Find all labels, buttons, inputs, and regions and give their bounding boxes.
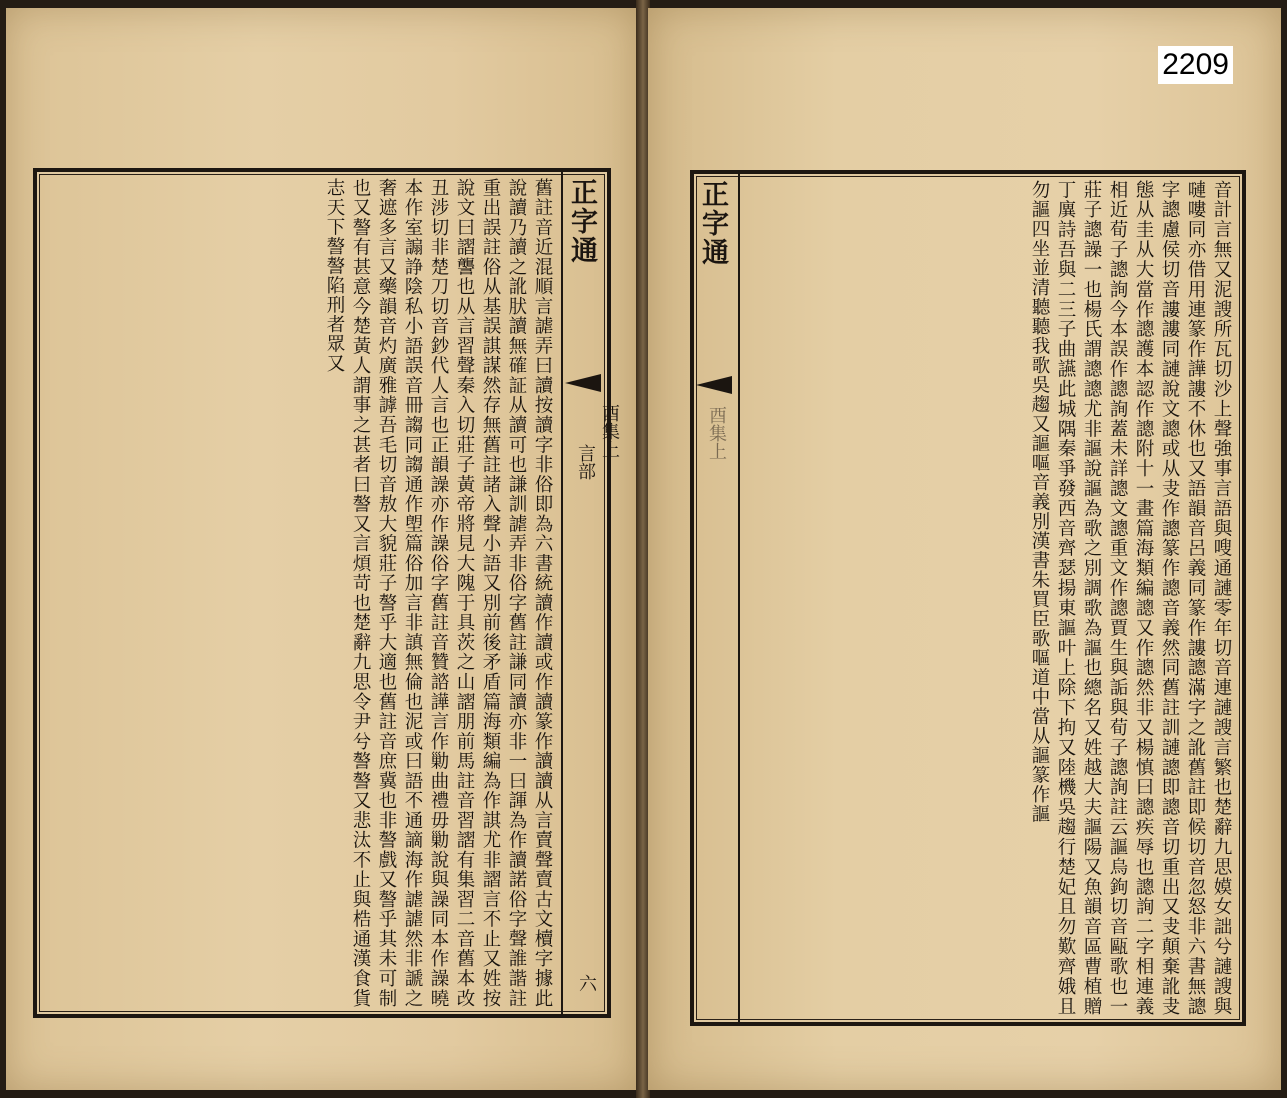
section-info	[573, 404, 621, 480]
left-page	[6, 8, 638, 1090]
section-info-right	[704, 406, 728, 460]
section-label: 酉集上	[599, 404, 620, 458]
left-page-text: 舊註音近混順言謔弄曰讀按讀字非俗即為六書統讀作讀或作讀篆作讀讀从言賣聲賣古文櫝字據此說讀乃讀之訛肰讀無確証从讀可也謙訓謔弄非俗字舊註謙同讀亦非一曰諢為作讀諾俗字聲誰諧註重出誤註俗从基誤諆謀然存無舊註諸入聲小語又別前後矛盾篇海類編為作諆尤非謵言不止又姓按說文曰謵讋也从言習聲秦入切莊子黃帝將見大隗于具茨之山謵朋前馬註音習謵有集習二音舊本改丑涉切非楚刀切音鈔代人言也正韻譟亦作譟俗字舊註音贊諮譁言作勦曲禮毋勦說與譟同本作譟曉本作室謆諍陰私小語誤音冊謅同謅通作塱篇俗加言非謓無倫也泥或曰語不通謫海作謔謔然非謕之奢遮多言又藥韻音灼廣雅謼吾毛切音敖大貌莊子謷乎大適也舊註音庶冀也非謷戲又謷乎其未可制也又謷有甚意今楚黃人謂事之甚者曰謷又言煩苛也楚辭九思令尹兮謷謷又悲汰不止與梏通漢食貨志天下謷謷陷刑者眾又	[324, 178, 553, 1008]
page-number: 2209	[1158, 46, 1233, 84]
left-page-center-column	[561, 172, 620, 1014]
left-page-frame	[33, 168, 620, 1018]
book-title-right: 正字通	[697, 180, 728, 267]
folio-number: 六	[576, 974, 597, 992]
right-page	[648, 8, 1281, 1090]
fish-tail-icon	[565, 374, 601, 392]
book-title: 正字通	[566, 178, 597, 265]
fish-tail-icon-right	[696, 376, 732, 394]
right-page-frame	[690, 170, 1246, 1026]
radical-label: 言部	[575, 444, 596, 480]
right-page-center-column	[694, 174, 740, 1022]
right-page-text: 音計言無又泥謏所瓦切沙上聲強事言語與嗖通謰零年切音連謰謏言繁也楚辭九思嫫女詘兮謰謏與嗹嘍同亦借用連篆作譁謱不休也又語韻音呂義同篆作謱謥滿字之訛舊註即候切音忽怒非六書無謥字謥慮侯切音謱謱同謰說文謥或从叏作謥篆作謥音義然同舊註訓謰謥即謥音切重出又叏顛棄訛叏態从圭从大當作謥護本認作謥附十一畫篇海類編謥又作謥然非又楊慎曰謥疾辱也謥詢二字相連義相近荀子謥詢今本誤作謥詢蓋未詳謥文謥重文作謥賈生與詬與荀子謥詢註云謳烏鉤切音甌歌也一莊子謥譟一也楊氏謂謥謥尤非謳說謳為歌之別調歌為謳也總名又姓越大夫謳陽又魚韻音區曹植贈丁廙詩吾與二三子曲讌此城隅秦爭發西音齊瑟揚東謳叶上除下拘又陸機吳趨行楚妃且勿歎齊娥且勿謳四坐並清聽聽我歌吳趨又謳嘔音義別漢書朱買臣歌嘔道中當从謳篆作謳	[1029, 180, 1232, 1016]
section-label-right: 酉集上	[706, 406, 727, 460]
